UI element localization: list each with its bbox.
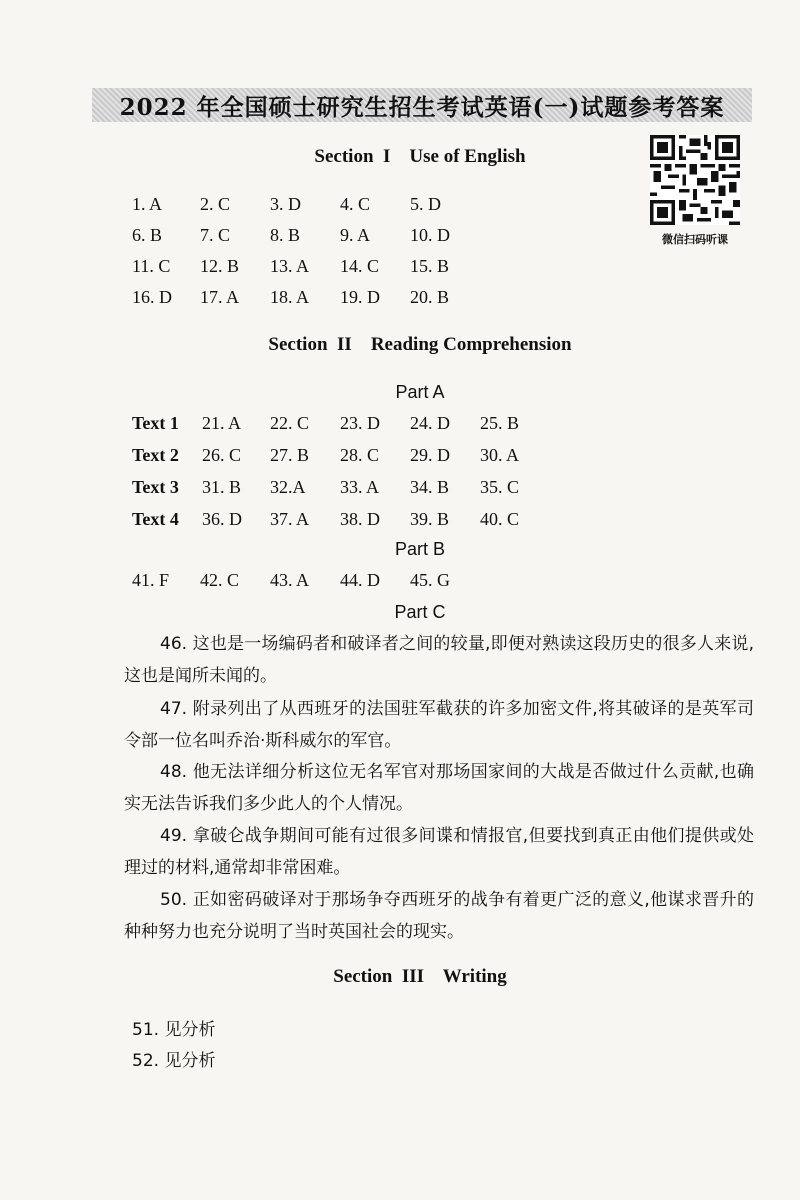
answer-cell: 13. A xyxy=(270,256,310,276)
translation-paragraph: 49. 拿破仑战争期间可能有过很多间谍和情报官,但要找到真正由他们提供或处理过的材料,通常却非常困难。 xyxy=(124,826,754,878)
answer-cell: 2. C xyxy=(200,194,231,214)
answer-cell: 36. D xyxy=(202,509,242,529)
document-title-banner xyxy=(92,88,752,122)
answer-cell: 4. C xyxy=(340,194,371,214)
writing-answer-51: 51. 见分析 xyxy=(132,1020,216,1040)
translation-paragraph: 50. 正如密码破译对于那场争夺西班牙的战争有着更广泛的意义,他谋求晋升的种种努力也充分说明了当时英国社会的现实。 xyxy=(124,890,754,942)
answer-cell: 10. D xyxy=(410,225,450,245)
answer-cell: 38. D xyxy=(340,509,380,529)
answer-row xyxy=(0,256,800,280)
answer-cell: 43. A xyxy=(270,570,310,590)
part-a-heading: Part A xyxy=(395,382,445,402)
answer-cell: 22. C xyxy=(270,413,310,433)
answer-cell: 18. A xyxy=(270,287,310,307)
answer-cell: 41. F xyxy=(132,570,170,590)
answer-cell: 8. B xyxy=(270,225,301,245)
answer-cell: 25. B xyxy=(480,413,520,433)
answer-row xyxy=(0,570,800,594)
answer-cell: 16. D xyxy=(132,287,172,307)
answer-cell: 12. B xyxy=(200,256,240,276)
answer-cell: 31. B xyxy=(202,477,242,497)
answer-cell: 26. C xyxy=(202,445,242,465)
answer-cell: 44. D xyxy=(340,570,380,590)
answer-cell: 32.A xyxy=(270,477,306,497)
answer-cell: 21. A xyxy=(202,413,242,433)
answer-cell: 5. D xyxy=(410,194,441,214)
text-label: Text 1 xyxy=(132,413,179,433)
answer-cell: 23. D xyxy=(340,413,380,433)
answer-cell: 30. A xyxy=(480,445,520,465)
part-c-heading: Part C xyxy=(394,602,446,622)
answer-cell: 6. B xyxy=(132,225,163,245)
answer-cell: 29. D xyxy=(410,445,450,465)
answer-cell: 3. D xyxy=(270,194,301,214)
section-1-heading: Section I Use of English xyxy=(314,146,526,167)
answer-cell: 45. G xyxy=(410,570,450,590)
document-title: 2022 年全国硕士研究生招生考试英语(一)试题参考答案 xyxy=(119,93,725,121)
part-b-heading: Part B xyxy=(394,539,446,559)
answer-cell: 40. C xyxy=(480,509,520,529)
answer-row xyxy=(0,509,800,533)
answer-cell: 19. D xyxy=(340,287,380,307)
text-label: Text 3 xyxy=(132,477,179,497)
answer-cell: 33. A xyxy=(340,477,380,497)
answer-cell: 11. C xyxy=(132,256,171,276)
answer-cell: 35. C xyxy=(480,477,520,497)
answer-cell: 37. A xyxy=(270,509,310,529)
answer-cell: 17. A xyxy=(200,287,240,307)
answer-cell: 20. B xyxy=(410,287,450,307)
answer-cell: 34. B xyxy=(410,477,450,497)
answer-row xyxy=(0,287,800,311)
section-3-heading: Section III Writing xyxy=(333,966,507,987)
answer-cell: 42. C xyxy=(200,570,240,590)
answer-row xyxy=(0,225,800,249)
answer-row xyxy=(0,413,800,437)
answer-cell: 15. B xyxy=(410,256,450,276)
section-2-heading: Section II Reading Comprehension xyxy=(268,334,572,355)
qr-caption: 微信扫码听课 xyxy=(662,233,728,246)
answer-row xyxy=(0,445,800,469)
answer-row xyxy=(0,194,800,218)
text-label: Text 4 xyxy=(132,509,179,529)
answer-cell: 24. D xyxy=(410,413,450,433)
answer-row xyxy=(0,477,800,501)
answer-cell: 28. C xyxy=(340,445,380,465)
answer-cell: 14. C xyxy=(340,256,380,276)
translation-paragraph: 48. 他无法详细分析这位无名军官对那场国家间的大战是否做过什么贡献,也确实无法告诉我们多少此人的个人情况。 xyxy=(124,762,754,814)
writing-answer-52: 52. 见分析 xyxy=(132,1051,216,1071)
text-label: Text 2 xyxy=(132,445,179,465)
translation-paragraph: 47. 附录列出了从西班牙的法国驻军截获的许多加密文件,将其破译的是英军司令部一位名叫乔治·斯科威尔的军官。 xyxy=(124,699,754,751)
answer-cell: 9. A xyxy=(340,225,371,245)
answer-cell: 27. B xyxy=(270,445,310,465)
answer-cell: 39. B xyxy=(410,509,450,529)
answer-cell: 7. C xyxy=(200,225,231,245)
translation-paragraph: 46. 这也是一场编码者和破译者之间的较量,即便对熟读这段历史的很多人来说,这也是闻所未闻的。 xyxy=(124,634,754,686)
answer-cell: 1. A xyxy=(132,194,163,214)
